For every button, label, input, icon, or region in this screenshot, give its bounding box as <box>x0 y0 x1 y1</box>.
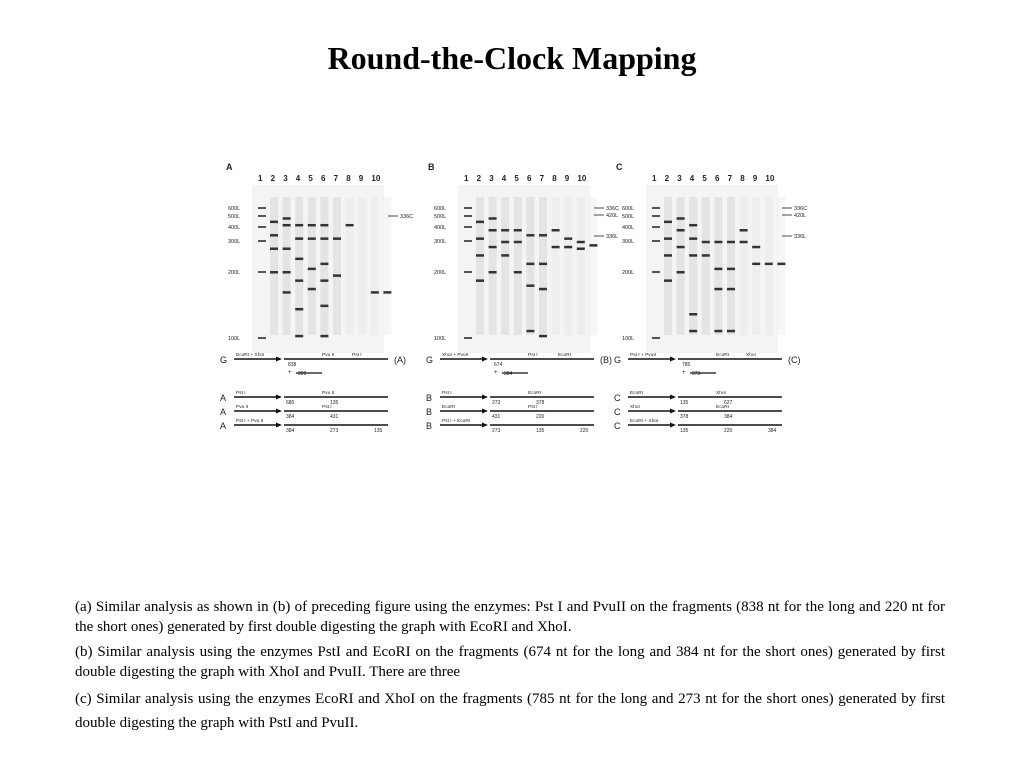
gel-band <box>727 268 735 271</box>
lane-number: 8 <box>740 174 745 183</box>
map-arrowhead <box>482 409 488 414</box>
lane-smear <box>358 197 366 335</box>
lane-smear <box>333 197 341 335</box>
gel-band <box>539 288 547 291</box>
marker-label: 500L <box>434 214 447 220</box>
gel-band <box>308 288 316 291</box>
arrow-label: 336L <box>794 234 807 240</box>
fragment-label: 384 <box>724 414 733 420</box>
fragment-label: 384 <box>768 428 777 434</box>
gel-band <box>283 224 291 227</box>
caption-c: (c) Similar analysis using the enzymes EcoRI and XhoI on the fragments (785 nt for the long and 273 nt for the short ones) generated by first double digesting the graph with PstI and PvuII. <box>75 691 945 731</box>
map-arrowhead <box>670 395 676 400</box>
gel-band <box>689 313 697 316</box>
gel-band <box>564 246 572 249</box>
marker-band <box>464 240 472 242</box>
map-row-letter: G <box>220 355 228 365</box>
arrow-label: 336C <box>606 206 620 212</box>
gel-band <box>539 234 547 237</box>
marker-band <box>652 226 660 228</box>
lane-number: 3 <box>283 174 288 183</box>
enzyme-label: Pst I <box>322 405 332 410</box>
enzyme-label: Pst I + EcoRI <box>442 419 471 424</box>
lane-number: 10 <box>371 174 381 183</box>
marker-label: 200L <box>434 270 447 276</box>
gel-band <box>295 237 303 240</box>
gel-band <box>489 229 497 232</box>
marker-band <box>464 215 472 217</box>
fragment-label: 273 <box>492 428 501 434</box>
gel-band <box>295 279 303 282</box>
gel-band <box>476 221 484 224</box>
marker-band <box>258 226 266 228</box>
marker-band <box>258 207 266 209</box>
enzyme-label: EcoRI <box>528 391 542 396</box>
marker-band <box>652 240 660 242</box>
lane-smear <box>476 197 484 335</box>
fragment-label: 384 <box>504 371 513 377</box>
enzyme-label: Pvu II <box>322 391 335 396</box>
fragment-label: 785 <box>682 362 691 368</box>
map-row-letter: A <box>220 407 227 417</box>
map-arrowhead <box>276 395 282 400</box>
lane-number: 7 <box>539 174 545 183</box>
panel-label-b: B <box>428 162 435 172</box>
lane-number: 9 <box>358 174 364 183</box>
arrow-label: 336C <box>794 206 808 212</box>
gel-band <box>702 241 710 244</box>
lane-smear <box>270 197 278 335</box>
enzyme-label: EcoRI <box>716 353 730 358</box>
lane-number: 9 <box>564 174 570 183</box>
gel-band <box>295 308 303 311</box>
gel-band <box>752 263 760 266</box>
map-row-letter: B <box>426 407 433 417</box>
gel-band <box>489 271 497 274</box>
arrow-label: 336C <box>400 214 414 220</box>
gel-band <box>714 268 722 271</box>
lane-number: 2 <box>270 174 276 183</box>
lane-number: 4 <box>295 174 301 183</box>
marker-band <box>652 207 660 209</box>
lane-smear <box>526 197 534 335</box>
gel-band <box>308 224 316 227</box>
gel-band <box>689 330 697 333</box>
marker-label: 100L <box>434 336 447 342</box>
gel-band <box>346 224 354 227</box>
caption-b: (b) Similar analysis using the enzymes PstI and EcoRI on the fragments (674 nt for the long and 384 nt for the short ones) generated by first double digesting the graph with XhoI and PvuII. There are three <box>75 644 945 680</box>
enzyme-label: Pst I <box>442 391 452 396</box>
marker-label: 200L <box>622 270 635 276</box>
marker-band <box>258 215 266 217</box>
gel-band <box>383 291 391 294</box>
fragment-label: 378 <box>536 400 545 406</box>
arrow-label: 420L <box>794 213 807 219</box>
fragment-label: 384 <box>286 428 295 434</box>
enzyme-label: EcoRI + XhoI <box>630 419 659 424</box>
gel-band <box>295 224 303 227</box>
map-row-letter: G <box>614 355 622 365</box>
gel-band <box>514 271 522 274</box>
gel-band <box>777 263 785 266</box>
gel-band <box>526 234 534 237</box>
gel-band <box>564 237 572 240</box>
fragment-label: 135 <box>680 428 689 434</box>
enzyme-label: XhoI <box>716 391 726 396</box>
fragment-label: 135 <box>330 400 339 406</box>
map-arrowhead <box>670 409 676 414</box>
lane-number: 1 <box>652 174 657 183</box>
marker-label: 500L <box>622 214 635 220</box>
lane-smear <box>320 197 328 335</box>
lane-smear <box>765 197 773 335</box>
fragment-label: 220 <box>298 371 307 377</box>
gel-band <box>727 330 735 333</box>
fragment-label: 220 <box>580 428 589 434</box>
marker-label: 200L <box>228 270 241 276</box>
fragment-label: 680 <box>286 400 295 406</box>
fragment-label: 674 <box>494 362 503 368</box>
lane-smear <box>501 197 509 335</box>
gel-band <box>283 217 291 220</box>
gel-band <box>270 247 278 250</box>
fragment-label: 273 <box>330 428 339 434</box>
map-arrowhead <box>670 423 676 428</box>
enzyme-label: Pst I <box>236 391 246 396</box>
gel-band <box>320 279 328 282</box>
marker-band <box>464 207 472 209</box>
map-label: (B) <box>600 355 612 365</box>
enzyme-label: Pst I <box>528 353 538 358</box>
fragment-label: 273 <box>492 400 501 406</box>
marker-label: 600L <box>228 206 241 212</box>
lane-number: 9 <box>752 174 758 183</box>
gel-band <box>677 271 685 274</box>
enzyme-label: Pst I <box>528 405 538 410</box>
gel-band <box>727 241 735 244</box>
fragment-label: 431 <box>330 414 339 420</box>
map-arrowhead <box>482 423 488 428</box>
enzyme-label: EcoRI <box>442 405 456 410</box>
lane-smear <box>295 197 303 335</box>
lane-number: 8 <box>346 174 351 183</box>
gel-band <box>270 221 278 224</box>
lane-number: 2 <box>476 174 482 183</box>
gel-band <box>514 229 522 232</box>
lane-smear <box>577 197 585 335</box>
fragment-label: 220 <box>724 428 733 434</box>
lane-number: 3 <box>489 174 494 183</box>
map-arrowhead <box>670 357 676 362</box>
marker-band <box>652 337 660 339</box>
fragment-label: 384 <box>286 414 295 420</box>
gel-band <box>677 217 685 220</box>
lane-number: 7 <box>333 174 339 183</box>
lane-number: 2 <box>664 174 670 183</box>
gel-band <box>476 237 484 240</box>
map-arrowhead <box>482 357 488 362</box>
lane-smear <box>740 197 748 335</box>
gel-band <box>320 335 328 338</box>
gel-band <box>295 335 303 338</box>
gel-band <box>320 263 328 266</box>
gel-band <box>714 330 722 333</box>
lane-number: 6 <box>527 174 532 183</box>
gel-band <box>514 241 522 244</box>
map-arrowhead <box>482 395 488 400</box>
lane-smear <box>664 197 672 335</box>
lane-number: 5 <box>702 174 707 183</box>
gel-band <box>689 237 697 240</box>
gel-band <box>308 268 316 271</box>
gel-band <box>589 244 597 247</box>
lane-smear <box>346 197 354 335</box>
panel-label-c: C <box>616 162 623 172</box>
gel-band <box>501 241 509 244</box>
gel-band <box>740 229 748 232</box>
gel-band <box>476 254 484 257</box>
lane-smear <box>752 197 760 335</box>
gel-band <box>476 279 484 282</box>
marker-band <box>258 240 266 242</box>
plus-sign: + <box>288 370 292 376</box>
panel-label-a: A <box>226 162 233 172</box>
fragment-label: 135 <box>680 400 689 406</box>
marker-band <box>258 271 266 273</box>
lane-smear <box>702 197 710 335</box>
map-arrowhead <box>276 357 282 362</box>
lane-smear <box>714 197 722 335</box>
map-row-letter: B <box>426 393 433 403</box>
gel-band <box>677 229 685 232</box>
fragment-label: 135 <box>536 428 545 434</box>
marker-band <box>258 337 266 339</box>
map-row-letter: C <box>614 393 621 403</box>
gel-band <box>333 274 341 277</box>
gel-band <box>320 237 328 240</box>
gel-band <box>740 241 748 244</box>
lane-smear <box>383 197 391 335</box>
gel-band <box>295 258 303 261</box>
enzyme-label: Pvu II <box>322 353 335 358</box>
enzyme-label: EcoRI <box>630 391 644 396</box>
lane-number: 7 <box>727 174 733 183</box>
marker-label: 100L <box>622 336 635 342</box>
lane-smear <box>589 197 597 335</box>
lane-smear <box>539 197 547 335</box>
enzyme-label: EcoRI + XhoI <box>236 353 265 358</box>
gel-band <box>539 263 547 266</box>
marker-label: 600L <box>622 206 635 212</box>
fragment-label: 431 <box>492 414 501 420</box>
marker-band <box>464 226 472 228</box>
gel-band <box>664 221 672 224</box>
lane-smear <box>308 197 316 335</box>
gel-band <box>371 291 379 294</box>
map-label: (C) <box>788 355 801 365</box>
map-row-letter: C <box>614 407 621 417</box>
marker-band <box>652 215 660 217</box>
gel-band <box>333 237 341 240</box>
marker-label: 600L <box>434 206 447 212</box>
gel-band <box>320 224 328 227</box>
lane-number: 5 <box>514 174 519 183</box>
lane-number: 10 <box>577 174 587 183</box>
gel-band <box>702 254 710 257</box>
gel-band <box>765 263 773 266</box>
marker-label: 400L <box>622 225 635 231</box>
map-arrowhead <box>276 409 282 414</box>
gel-band <box>552 229 560 232</box>
fragment-label: 220 <box>536 414 545 420</box>
lane-smear <box>564 197 572 335</box>
gel-figure-svg <box>212 155 812 445</box>
gel-band <box>489 246 497 249</box>
lane-number: 5 <box>308 174 313 183</box>
fragment-label: 378 <box>680 414 689 420</box>
marker-band <box>652 271 660 273</box>
gel-band <box>320 305 328 308</box>
enzyme-label: Pst I <box>352 353 362 358</box>
lane-number: 4 <box>501 174 507 183</box>
marker-label: 500L <box>228 214 241 220</box>
marker-label: 300L <box>434 239 447 245</box>
gel-band <box>714 288 722 291</box>
gel-band <box>308 237 316 240</box>
plus-sign: + <box>682 370 686 376</box>
gel-band <box>677 246 685 249</box>
gel-band <box>283 247 291 250</box>
gel-band <box>283 291 291 294</box>
lane-number: 10 <box>765 174 775 183</box>
gel-band <box>501 229 509 232</box>
marker-label: 100L <box>228 336 241 342</box>
lane-number: 3 <box>677 174 682 183</box>
map-row-letter: C <box>614 421 621 431</box>
fragment-label: 273 <box>692 371 701 377</box>
gel-band <box>552 246 560 249</box>
map-arrowhead <box>276 423 282 428</box>
marker-label: 400L <box>434 225 447 231</box>
lane-number: 6 <box>321 174 326 183</box>
lane-number: 4 <box>689 174 695 183</box>
arrow-label: 336L <box>606 234 619 240</box>
lane-smear <box>727 197 735 335</box>
gel-band <box>689 254 697 257</box>
lane-number: 1 <box>258 174 263 183</box>
lane-number: 1 <box>464 174 469 183</box>
lane-smear <box>777 197 785 335</box>
lane-number: 6 <box>715 174 720 183</box>
marker-band <box>464 337 472 339</box>
marker-label: 300L <box>228 239 241 245</box>
gel-band <box>664 279 672 282</box>
lane-smear <box>371 197 379 335</box>
slide-title: Round-the-Clock Mapping <box>327 40 697 76</box>
fragment-label: 135 <box>374 428 383 434</box>
gel-band <box>664 237 672 240</box>
map-row-letter: A <box>220 421 227 431</box>
gel-band <box>539 335 547 338</box>
gel-band <box>752 246 760 249</box>
fragment-label: 627 <box>724 400 733 406</box>
marker-label: 400L <box>228 225 241 231</box>
lane-smear <box>514 197 522 335</box>
enzyme-label: XhoI + PvuII <box>442 353 469 358</box>
enzyme-label: Pvu II <box>236 405 249 410</box>
gel-band <box>577 241 585 244</box>
caption-a: (a) Similar analysis as shown in (b) of preceding figure using the enzymes: Pst I and PvuII on the fragments (838 nt for the long and 220 nt for the short ones) generated by first double digesting the graph with EcoRI and XhoI. <box>75 599 945 635</box>
gel-band <box>727 288 735 291</box>
gel-band <box>526 330 534 333</box>
map-label: (A) <box>394 355 406 365</box>
gel-band <box>577 247 585 250</box>
enzyme-label: Pst I + PvuII <box>630 353 656 358</box>
enzyme-label: EcoRI <box>558 353 572 358</box>
gel-band <box>270 271 278 274</box>
marker-label: 300L <box>622 239 635 245</box>
enzyme-label: EcoRI <box>716 405 730 410</box>
plus-sign: + <box>494 370 498 376</box>
map-row-letter: A <box>220 393 227 403</box>
lane-smear <box>552 197 560 335</box>
gel-band <box>526 284 534 287</box>
arrow-label: 420L <box>606 213 619 219</box>
gel-band <box>489 217 497 220</box>
gel-band <box>526 263 534 266</box>
gel-band <box>689 224 697 227</box>
gel-band <box>664 254 672 257</box>
map-row-letter: G <box>426 355 434 365</box>
lane-number: 8 <box>552 174 557 183</box>
gel-band <box>283 271 291 274</box>
map-row-letter: B <box>426 421 433 431</box>
fragment-label: 838 <box>288 362 297 368</box>
marker-band <box>464 271 472 273</box>
gel-figure <box>212 155 812 445</box>
gel-band <box>501 254 509 257</box>
enzyme-label: XhoI <box>630 405 640 410</box>
enzyme-label: Pst I + Pvu II <box>236 419 264 424</box>
gel-band <box>714 241 722 244</box>
gel-band <box>270 234 278 237</box>
enzyme-label: XhoI <box>746 353 756 358</box>
